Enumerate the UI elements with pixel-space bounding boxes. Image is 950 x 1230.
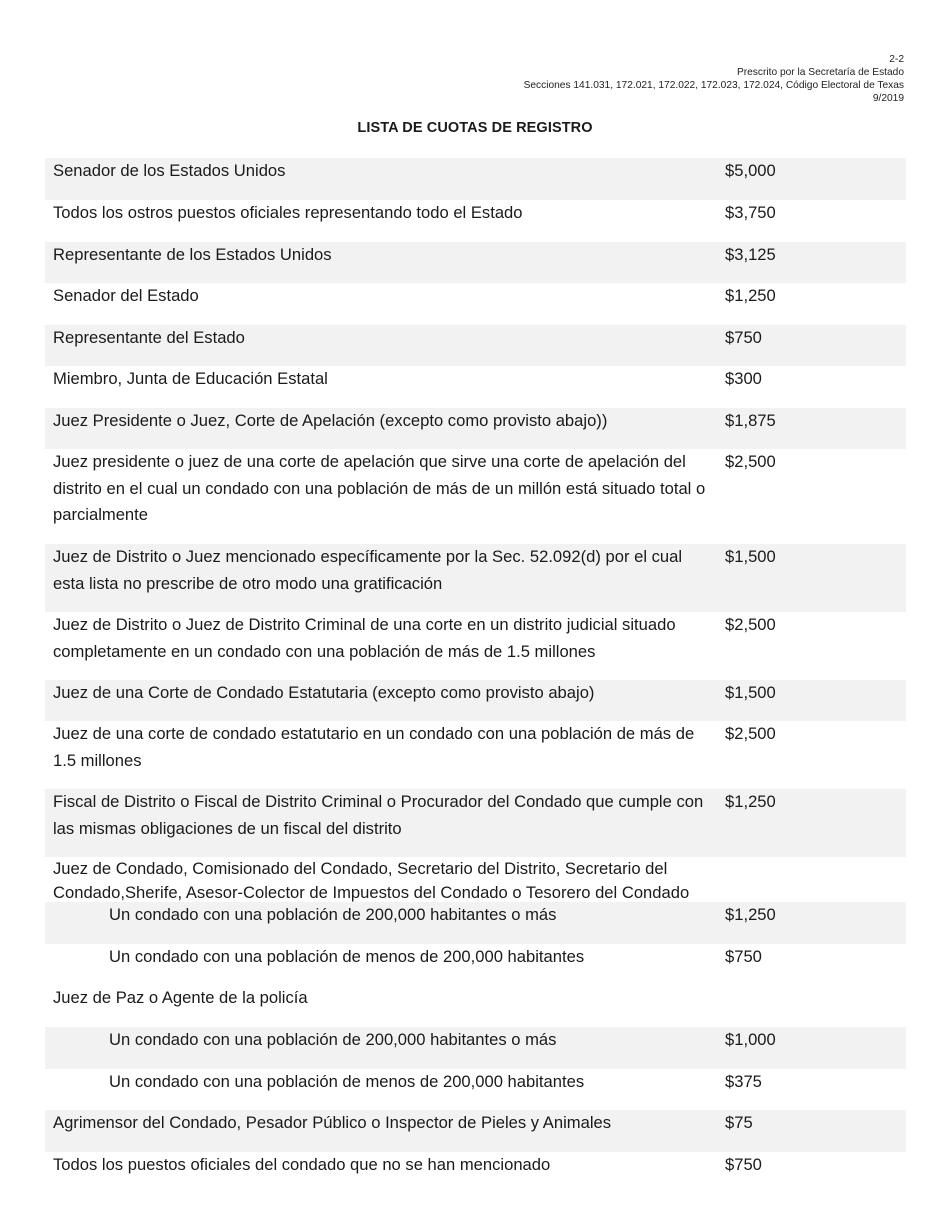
fee-row — [45, 242, 906, 283]
page-title: LISTA DE CUOTAS DE REGISTRO — [357, 120, 593, 136]
prescribed-by: Prescrito por la Secretaría de Estado — [736, 67, 904, 78]
office-label: Juez de una Corte de Condado Estatutaria (excepto como provisto abajo) — [53, 683, 595, 702]
fee-row — [45, 366, 906, 408]
fee-amount: $2,500 — [725, 724, 776, 743]
fee-row — [45, 1069, 906, 1110]
form-header — [524, 53, 904, 105]
office-label: Todos los ostros puestos oficiales representando todo el Estado — [53, 203, 523, 222]
fee-amount — [717, 857, 906, 902]
office-label: Un condado con una población de menos de 200,000 habitantes — [109, 1072, 585, 1091]
fee-row — [45, 944, 906, 985]
office-label: Agrimensor del Condado, Pesador Público o Inspector de Pieles y Animales — [53, 1113, 612, 1132]
fee-amount: $75 — [725, 1113, 753, 1132]
office-label: Senador del Estado — [53, 286, 199, 305]
fee-row — [45, 408, 906, 449]
fee-row — [45, 789, 906, 857]
fee-row — [45, 1027, 906, 1069]
fee-row — [45, 449, 906, 544]
fee-row — [45, 200, 906, 242]
fee-amount: $750 — [725, 328, 762, 347]
fee-amount: $5,000 — [725, 161, 776, 180]
office-label: Representante de los Estados Unidos — [53, 245, 332, 264]
fee-row — [45, 1152, 906, 1194]
fee-row — [45, 1110, 906, 1152]
fee-amount: $1,500 — [725, 547, 776, 566]
office-label: Juez de una corte de condado estatutario en un condado con una población de más de 1.5 millones — [53, 724, 695, 770]
code-sections: Secciones 141.031, 172.021, 172.022, 172.023, 172.024, Código Electoral de Texas — [523, 80, 904, 91]
office-label: Un condado con una población de 200,000 habitantes o más — [109, 1030, 557, 1049]
form-number: 2-2 — [889, 54, 904, 65]
fee-row — [45, 612, 906, 680]
fee-amount: $375 — [725, 1072, 762, 1091]
office-label: Representante del Estado — [53, 328, 245, 347]
form-date: 9/2019 — [872, 93, 904, 104]
fee-amount: $1,250 — [725, 286, 776, 305]
office-label: Senador de los Estados Unidos — [53, 161, 286, 180]
fee-amount: $1,250 — [725, 905, 776, 924]
fee-amount: $1,250 — [725, 792, 776, 811]
fee-row — [45, 680, 906, 721]
fee-row — [45, 283, 906, 325]
office-label: Juez de Paz o Agente de la policía — [53, 988, 308, 1007]
office-label: Todos los puestos oficiales del condado que no se han mencionado — [53, 1155, 551, 1174]
fee-amount: $1,000 — [725, 1030, 776, 1049]
office-label: Juez de Distrito o Juez mencionado específicamente por la Sec. 52.092(d) por el cual esta lista no prescribe de otro modo una gratificación — [53, 547, 683, 593]
office-label: Juez Presidente o Juez, Corte de Apelación (excepto como provisto abajo)) — [53, 411, 608, 430]
office-label: Un condado con una población de 200,000 habitantes o más — [109, 905, 557, 924]
office-label: Un condado con una población de menos de 200,000 habitantes — [109, 947, 585, 966]
fee-row — [45, 902, 906, 944]
office-label: Miembro, Junta de Educación Estatal — [53, 369, 328, 388]
fee-row — [45, 544, 906, 612]
fee-amount: $750 — [725, 947, 762, 966]
fee-amount: $3,125 — [725, 245, 776, 264]
office-label: Fiscal de Distrito o Fiscal de Distrito Criminal o Procurador del Condado que cumple con las mismas obligaciones de un fiscal del distrito — [53, 792, 704, 838]
fee-amount — [717, 985, 906, 1027]
fee-amount: $1,500 — [725, 683, 776, 702]
office-label: Juez de Condado, Comisionado del Condado, Secretario del Distrito, Secretario del Condado,Sherife, Asesor-Colector de Impuestos del Condado o Tesorero del Condado — [53, 859, 690, 902]
office-label: Juez de Distrito o Juez de Distrito Criminal de una corte en un distrito judicial situado completamente en un condado con una población de más de 1.5 millones — [53, 615, 676, 661]
fee-amount: $2,500 — [725, 452, 776, 471]
fee-amount: $1,875 — [725, 411, 776, 430]
fee-amount: $2,500 — [725, 615, 776, 634]
fee-amount: $300 — [725, 369, 762, 388]
fee-row — [45, 857, 906, 902]
fee-amount: $3,750 — [725, 203, 776, 222]
fee-row — [45, 721, 906, 789]
fee-row — [45, 158, 906, 200]
fee-row — [45, 985, 906, 1027]
fee-table — [45, 158, 906, 1194]
office-label: Juez presidente o juez de una corte de apelación que sirve una corte de apelación del distrito en el cual un condado con una población de más de un millón está situado total o parcialmente — [53, 452, 706, 525]
fee-amount: $750 — [725, 1155, 762, 1174]
fee-row — [45, 325, 906, 366]
